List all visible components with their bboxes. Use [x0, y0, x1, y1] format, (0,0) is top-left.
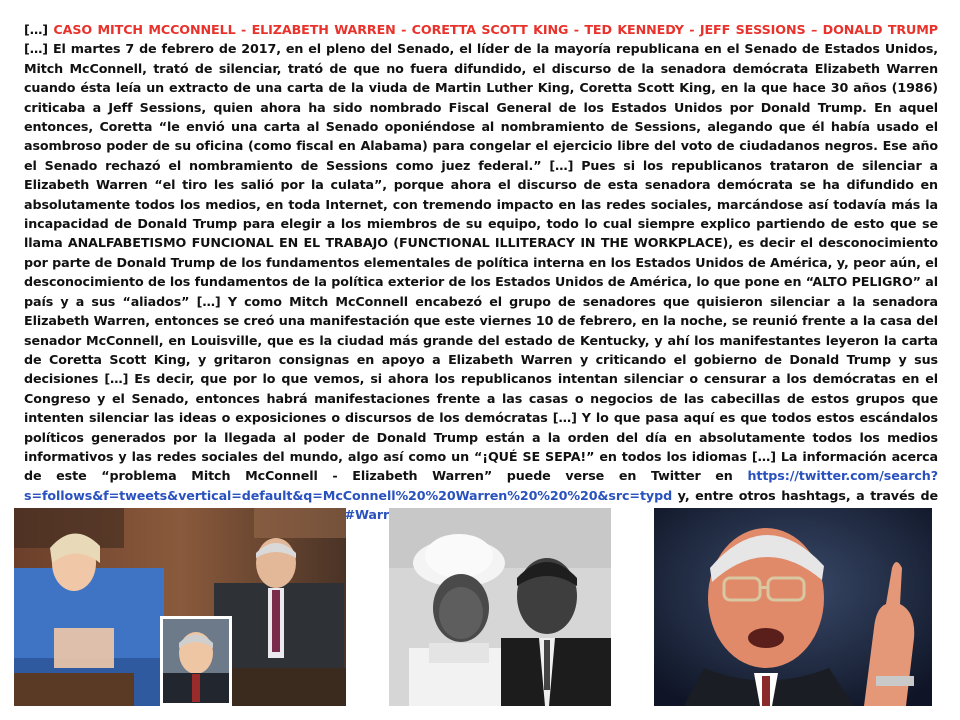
photo-senate-floor [14, 508, 346, 706]
photo-ted-kennedy [654, 508, 932, 706]
ted-kennedy-image [654, 508, 932, 706]
king-couple-image [389, 508, 611, 706]
ellipsis-open: […] [24, 22, 54, 37]
article-title: CASO MITCH MCCONNELL - ELIZABETH WARREN - CORETTA SCOTT KING - TED KENNEDY - JEFF SESSIONS – DONALD TRUMP [53, 22, 938, 37]
article-text [24, 20, 938, 525]
article-body: […] El martes 7 de febrero de 2017, en el pleno del Senado, el líder de la mayoría republicana en el Senado de Estados Unidos, Mitch McConnell, trató de silenciar, trató de que no fuera difundido, el discurso de la senadora demócrata Elizabeth Warren cuando ésta leía un extracto de una carta de la viuda de Martin Luther King, Coretta Scott King, en la que hace 30 años (1986) criticaba a Jeff Sessions, quien ahora ha sido nombrado Fiscal General de los Estados Unidos por Donald Trump. En aquel entonces, Coretta “le envió una carta al Senado oponiéndose al nombramiento de Sessions, alegando que él había usado el asombroso poder de su oficina (como fiscal en Alabama) para congelar el ejercicio libre del voto de ciudadanos negros. Ese año el Senado rechazó el nombramiento de Sessions como juez federal.” […] Pues si los republicanos trataron de silenciar a Elizabeth Warren “el tiro les salió por la culata”, porque ahora el discurso de esta senadora demócrata se ha difundido en absolutamente todos los medios, en toda Internet, con tremendo impacto en las redes sociales, marcándose así todavía más la incapacidad de Donald Trump para elegir a los miembros de su equipo, todo lo cual siempre explico partiendo de esto que se llama ANALFABETISMO FUNCIONAL EN EL TRABAJO (FUNCTIONAL ILLITERACY IN THE WORKPLACE), es decir el desconocimiento por parte de Donald Trump de los fundamentos elementales de política interna en los Estados Unidos de América, y, peor aún, el desconocimiento de los fundamentos de la política exterior de los Estados Unidos de América, lo que pone en “ALTO PELIGRO” al país y a sus “aliados” […] Y como Mitch McConnell encabezó el grupo de senadores que quisieron silenciar a la senadora Elizabeth Warren, entonces se creó una manifestación que este viernes 10 de febrero, en la noche, se reunió frente a la casa del senador McConnell, en Louisville, que es la ciudad más grande del estado de Kentucky, y ahí los manifestantes leyeron la carta de Coretta Scott King, y gritaron consignas en apoyo a Elizabeth Warren y criticando el gobierno de Donald Trump y sus decisiones […] Es decir, que por lo que vemos, si ahora los republicanos intentan silenciar o censurar a los demócratas en el Congreso y el Senado, entonces habrá manifestaciones frente a las casas o negocios de las cabecillas de estos grupos que intenten silenciar las ideas o exposiciones o discursos de los demócratas […] Y lo que pasa aquí es que todos estos escándalos políticos generados por la llegada al poder de Donald Trump están a la orden del día en absolutamente todos los medios informativos y las redes sociales del mundo, algo así como un “¡QUÉ SE SEPA!” en todos los idiomas […] La información acerca de este “problema Mitch McConnell - Elizabeth Warren” puede verse en Twitter en [24, 41, 938, 484]
article-body-continued: y, entre otros hashtags, a través de [672, 487, 938, 503]
twitter-search-link[interactable]: https://twitter.com/search?s=follows&f=tweets&vertical=default&q=McConnell%20%20Warren%20%20%20&src=typd [24, 468, 938, 503]
senate-floor-image [14, 508, 346, 706]
photo-king-couple [389, 508, 611, 706]
